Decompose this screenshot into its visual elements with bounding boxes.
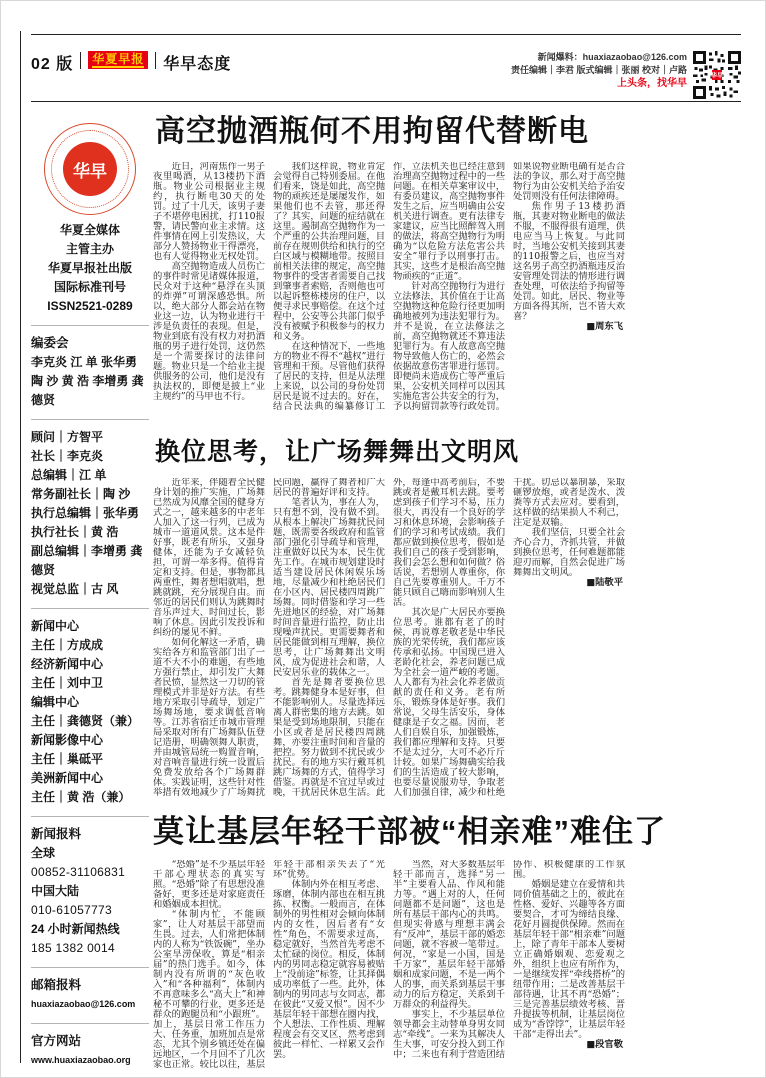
- masthead-logo: [88, 51, 148, 69]
- svg-text:华早: 华早: [710, 72, 724, 80]
- sidebar-divider: [31, 325, 149, 326]
- publisher-block: 华夏全媒体 主管主办 华夏早报社出版 国际标准刊号 ISSN2521-0289: [31, 221, 149, 316]
- hotline-number-global: 00852-31106831: [31, 865, 126, 879]
- article-1-byline: ■周东飞: [586, 320, 623, 332]
- section-title: 华早态度: [163, 56, 232, 73]
- email-address: huaxiazaobao@126.com: [31, 999, 136, 1009]
- article-2: [153, 438, 745, 799]
- qr-code-icon: [693, 51, 741, 99]
- header-separator: [155, 52, 156, 69]
- articles-area: [153, 107, 745, 1076]
- sidebar-divider: [31, 1023, 149, 1024]
- edition-label: 02 版: [31, 56, 74, 73]
- sidebar-divider: [31, 608, 149, 609]
- issn-number: ISSN2521-0289: [47, 299, 133, 313]
- paragraph: “体制内忙，不能顾家”，让人对基层干部望而生畏。过去，人们常把体制内的人称为“铁饭碗”，坐办公室旱涝保收，算是“相亲届”的热门选手。如今，体制内没有所谓的“灰色收入”和“各种福利”，体制内不再意味多么“高大上”和神秘不可攀的行业，更多还是群众的跑腿员和“小跟班”。加上，基层日常工作压力大、任务重，加班加点是常态，尤其个别乡镇还处在偏远地区，一个月回不了几次家也正常。较比以往，基层年轻干部相亲失去了“光环”优势。: [153, 859, 385, 1070]
- article-1-body: [153, 162, 745, 420]
- paragraph: 近日，河南焦作一男子夜里喝酒，从13楼扔下酒瓶。物业公司根据业主规约，执行断电30天的处罚。过了十几天，该男子妻子不堪停电困扰，打110报警，请民警向业主求情。这件事情在网上引发热议，大部分人赞扬物业干得漂亮，也有人觉得物业无权处罚。: [153, 161, 265, 262]
- hotline-title: 新闻报料: [31, 827, 82, 841]
- article-2-byline: ■陆敬平: [586, 577, 623, 589]
- header-bottom-rule: [31, 101, 741, 102]
- editors-line: 责任编辑｜李君 版式编辑｜张丽 校对｜卢路: [510, 65, 687, 75]
- slogan-text: 上头条，找华早: [617, 78, 687, 89]
- header-left: [31, 39, 231, 99]
- article-1: [153, 115, 745, 420]
- paragraph: 针对高空抛物行为进行立法修法，其价值在于让高空抛物这种危险行径更加明确地被列为违法犯罪行为。并不是说，在立法修法之前，高空抛物就还不算违法犯罪行为。有人故意高空抛物导致他人伤亡的，必然会依据故意伤害罪进行惩罚。即便尚未造成伤亡等严重后果，公安机关同样可以因其实施危害公共安全的行为，予以拘留罚款等行政处罚。如果说物业断电确有是否合法的争议，那么对于高空抛物行为由公安机关给予治安处罚则没有任何法律障碍。: [393, 161, 625, 412]
- committee-members: 李克炎 江 单 张华勇 陶 沙 黄 浩 李增勇 龚德贤: [31, 355, 144, 407]
- editorial-committee: [31, 334, 149, 410]
- article-1-headline: 高空抛酒瓶何不用拘留代替断电: [155, 115, 589, 148]
- page-header: [31, 39, 741, 99]
- email-title: 邮箱报料: [31, 978, 82, 992]
- page-left-rule: [20, 31, 21, 1063]
- hotline-number-24h: 185 1382 0014: [31, 941, 115, 955]
- committee-title: 编委会: [31, 336, 69, 350]
- news-tip-line: 新闻爆料：huaxiazaobao@126.com: [537, 52, 687, 62]
- paragraph: 其次是广大居民亦要换位思考。谁都有老了的时候，再说尊老敬老是中华民族的光荣传统，我们都应该传承和弘扬。中国现已进入老龄化社会，养老问题已成为全社会一道严峻的考题。人人都有为社会化养老做贡献的责任和义务。老有所乐，锻炼身体是好事。我们常说，父母生活安乐，身体健康是子女之福。因而，老人们自娱自乐，加强锻炼，我们都应理解和支持。只要不是太过分，大可不必斤斤计较。如果广场舞确实给我们的生活造成了较大影响，也要尽量说服劝导，争取老人们加强自律，减少和杜绝干扰。切忌以暴制暴，采取砸锣放炮，或者是泼水、泼粪等方式去应对。要看到，这样做的结果损人不利己，注定是双输。: [393, 478, 625, 799]
- paragraph: 事实上，不少基层单位领导都会主动替单身男女同志“牵线”。一来为其解决人生大事，可安分投入到工作中；二来也有利于营造团结协作、积极健康的工作氛围。: [393, 859, 625, 1060]
- header-right: [511, 39, 741, 99]
- hotline-block: 新闻报料 全球 00852-31106831 中国大陆 010-61057773 24 小时新闻热线 185 1382 0014: [31, 825, 149, 958]
- sidebar-divider: [31, 419, 149, 420]
- website-block: [31, 1032, 149, 1070]
- website-url: www.huaxiazaobao.org: [31, 1055, 131, 1065]
- article-3-byline: ■段官敬: [586, 1038, 623, 1050]
- header-contact-block: [511, 51, 687, 90]
- sidebar-divider: [31, 816, 149, 817]
- email-block: [31, 976, 149, 1014]
- paragraph: “恐婚”是不少基层年轻干部心理状态的真实写照。“恐婚”除了有思想没准备好，更多还是对家庭责任和婚姻成本担忧。: [153, 859, 265, 910]
- article-2-headline: 换位思考，让广场舞舞出文明风: [155, 437, 520, 466]
- article-3-body: [153, 860, 745, 1076]
- paragraph: 高空抛物造成人员伤亡的事件时常见诸媒体报道，民众对于这种“悬浮在头顶的炸弹”可谓深感恐惧。所以，绝大部分人都会站在物业这一边，认为物业进行干涉是负责任的表现。但是，物业到底有没有权力对扔酒瓶的男子进行处罚，这仍然是一个需要探讨的法律问题。物业只是一个给业主提供服务的公司，他们是没有执法权的，即便是披上“业主规约”的马甲也不行。: [153, 260, 265, 402]
- masthead-text: 华夏早报: [92, 52, 145, 66]
- sidebar-divider: [31, 967, 149, 968]
- paragraph: 在这种情况下，一些地方的物业不得不“越权”进行管理和干预。尽管他们获得了居民的支持，但是从法理上来说，以公司的身份处罚居民是说不过去的。好在，结合民法典的编纂修订工作，立法机关也已经注意到治理高空抛物过程中的一些问题。在相关草案审议中，有委员建议，高空抛物事件发生之后，应当明确由公安机关进行调查。更有法律专家建议，应当比照醉驾入刑的做法，将高空抛物行为明确为“以危险方法危害公共安全”罪行予以刑事打击。其实，这些才是根治高空抛物顽疾的“正道”。: [273, 161, 505, 412]
- paragraph: 近年来，伴随着全民健身计划的推广实施，广场舞已然成为风靡全国的健身方式之一，越来越多的中老年人加入了这一行列，已成为城市一道道风景。这本是件好事，既老有所乐，又强身健体，还能为子女减轻负担，可谓一举多得。值得肯定和支持。但是，事物都具两重性，舞者想唱就唱，想跳就跳，充分展现自由。而邻近的居民们则认为跳舞时音乐声过大、时间过长，影响了休息。因此引发投诉和纠纷的屡见不鲜。: [153, 478, 265, 639]
- article-2-body: [153, 478, 745, 798]
- seal-text: 华早: [63, 142, 117, 196]
- paragraph: 焦作男子13楼扔酒瓶，其妻对物业断电的做法不服，不服得很有道理，供电应当马上恢复。与此同时，当地公安机关接到其妻的110报警之后，也应当对这名男子高空扔酒瓶违反治安管理处罚法的情形进行调查处理，可依法给予拘留等处罚。如此，居民、物业等方面各得其所，岂不皆大欢喜？: [513, 200, 625, 322]
- paragraph: 如何化解这一矛盾，确实给各方和监管部门出了一道不大不小的难题，有些地方强行禁止，却引发广大舞者民愤，显然这一刀切的管理模式并非是好方法。有些地方采取引导疏导，划定广场舞场地，要求调低音响等。江苏省宿迁市城市管理局采取对所有广场舞队伍登记造册，明确领舞人职责，并由城管局统一购置音响，对音响音量进行统一设置后免费发放给各个广场舞群体。实践证明，这些针对性举措有效地减少了广场舞扰民问题，赢得了舞者和广大居民的普遍好评和支持。: [153, 478, 385, 799]
- paragraph: 我们坚信，只要全社会齐心合力，齐抓共管，并做到换位思考，任何难题都能迎刃而解，自然会促进广场舞舞出文明风。: [513, 527, 625, 579]
- paragraph: 体制内外在相互考虑、琢磨，体制内部也在相互挑拣、权衡。一般而言，在体制外的男性相对会倾向体制内的女性，因后者有“女性”角色，不需要求过高，稳定就好，当然首先考虑不太忙碌的岗位。相反，体制内的男同志稳定就容易被贴上“没前途”标签，让其择偶成功率低了一些。此外，体制内的男同志与女同志，都在彼此“又爱又恨”。因不少基层年轻干部想在圈内找，个人想法、工作性质、理解程度会有交叉区，然考虑到彼此一样忙、一样累又会作罢。: [273, 878, 385, 1060]
- masthead-subline: [92, 66, 144, 68]
- header-separator: [80, 52, 81, 69]
- paragraph: 婚姻是建立在爱情和共同价值基础之上的，彼此在性格、爱好、兴趣等各方面要契合，才可为缔结良缘、花好月圆提供保障。然而在基层年轻干部“相亲难”问题上，除了青年干部本人要树立正确婚姻观、恋爱观之外，组织上也应有所作为，一是继续发挥“牵线搭桥”的纽带作用；二是改善基层干部待遇，让其不再“恐婚”；三是完善基层绩效考核、晋升提拔等机制，让基层岗位成为“香饽饽”，让基层年轻干部“走得出去”。: [513, 878, 625, 1040]
- paragraph: 首先是舞者要换位思考。跳舞健身本是好事，但不能影响别人。尽量选择远离人群密集的地方去跳。如果是受到场地限制，只能在小区或者是居民楼四周跳舞，亦要注重时间和音量的把控。努力做到不扰民或少扰民。有的地方实行戴耳机跳广场舞的方式，值得学习借鉴。再就是不宜过早或过晚，干扰居民休息生活。此外，每逢中高考前后，不要跳或者是戴耳机去跳。要考虑到孩子们学习不易，压力很大，再没有一个良好的学习和休息环境，会影响孩子们的学习和考试成绩。我们都应做到换位思考，假如是我们自己的孩子受到影响，我们会怎么想和如何做？俗话说，若想别人尊重你，你自己先要尊重别人。千万不能只顾自己嗨而影响别人生活。: [273, 478, 505, 799]
- paragraph: 我们这样说，物业肯定会觉得自己特别委屈。在他们看来，饶是如此，高空抛物的顽疾还是屡屡发作，如果他们也不去管，那还得了？其实，问题的症结就在这里。遏制高空抛物作为一个严重的公共治理问题，目前存在规则供给和执行的空白区域与模糊地带。按照目前相关法律的规定，高空抛物事件的受害者需要自己找到肇事者索赔，否则他也可以起诉整栋楼房的住户，以便寻求民事赔偿。在这个过程中，公安等公共部门似乎没有被赋予积极参与的权力和义务。: [273, 161, 385, 342]
- staff-roles: 顾问｜方智平 社长｜李克炎 总编辑｜江 单 常务副社长｜陶 沙 执行总编辑｜张华勇 执行社长｜黄 浩 副总编辑｜李增勇 龚德贤 视觉总监｜古 风: [31, 430, 143, 596]
- newspaper-seal-icon: [44, 123, 136, 215]
- paragraph: 当然，对大多数基层年轻干部而言，选择“另一半”主要看人品、作风和能力等。“遇上对的人，任何问题都不是问题”，这也是所有基层干部内心的共鸣。但现实骨感与理想丰满会有“反冲”，基层干部的婚恋问题，就不容被一笔带过。何况，“家是一小国，国是千万家”，基层年轻干部婚姻和成家问题，不是一两个人的事，而关系到基层干事动力的后方稳定，关系到千万群众的利益得失。: [393, 859, 505, 1010]
- article-3: [153, 814, 745, 1076]
- paragraph: 笔者认为，事在人为，只有想不到，没有做不到。从根本上解决广场舞扰民问题，既需要各级政府和监管部门强化引导疏导和管理，注重做好以民为本，民生优先工作。在城市规划建设时适当建设居民休闲娱乐场地，尽量减少和杜绝居民们在小区内、居民楼四周跳广场舞。同时借鉴和学习一些先进地区的经验，对广场舞时间音量进行监控，防止出现噪声扰民。更需要舞者和居民能做到相互理解，换位思考，让广场舞舞出文明风，成为促进社会和谐，人民安居乐业的载体之一。: [273, 497, 385, 679]
- sidebar: [31, 113, 149, 1070]
- header-top-rule: [31, 34, 741, 35]
- website-title: 官方网站: [31, 1034, 82, 1048]
- hotline-number-china: 010-61057773: [31, 903, 113, 917]
- news-centers: 新闻中心 主任｜方成成 经济新闻中心 主任｜刘中卫 编辑中心 主任｜龚德贤（兼） 新闻影像中心 主任｜巢砥平 美洲新闻中心 主任｜黄 浩（兼）: [31, 619, 140, 804]
- article-3-headline: 莫让基层年轻干部被“相亲难”难住了: [153, 814, 666, 850]
